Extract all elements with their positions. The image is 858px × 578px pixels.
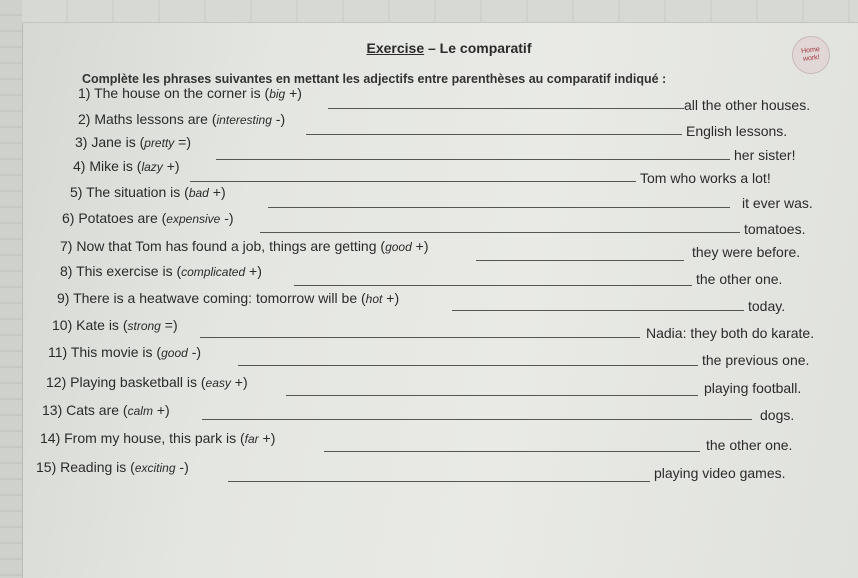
exercise-sign: - — [275, 111, 281, 127]
exercise-hint: easy — [205, 376, 231, 390]
exercise-number: 5) — [70, 184, 83, 200]
exercise-sign: + — [234, 374, 243, 390]
exercise-sign: = — [164, 317, 173, 333]
instruction-text: Complète les phrases suivantes en mettant les adjectifs entre parenthèses au comparatif indiqué : — [82, 72, 667, 86]
exercise-hint: pretty — [144, 136, 175, 150]
answer-blank[interactable] — [268, 207, 730, 208]
answer-blank[interactable] — [294, 285, 692, 286]
exercise-number: 2) — [78, 111, 91, 127]
exercise-end: today. — [748, 298, 786, 314]
exercise-hint: far — [244, 432, 259, 446]
exercise-sign: + — [166, 158, 175, 174]
exercise-sign: + — [249, 263, 258, 279]
exercise-item — [42, 263, 832, 293]
exercise-hint: lazy — [141, 160, 163, 174]
exercise-hint: exciting — [134, 461, 176, 475]
exercise-sign: + — [415, 238, 424, 254]
page-title — [0, 40, 858, 56]
exercise-end: playing video games. — [654, 465, 786, 481]
notebook-margin — [0, 0, 23, 578]
exercise-number: 3) — [75, 134, 88, 150]
exercise-end: the previous one. — [702, 352, 810, 368]
exercise-start: Jane is — [91, 134, 136, 150]
exercise-prompt: 9) There is a heatwave coming: tomorrow will be (hot +) — [57, 290, 400, 306]
exercise-prompt: 7) Now that Tom has found a job, things are getting (good +) — [60, 238, 429, 254]
exercise-number: 15) — [36, 459, 57, 475]
exercise-end: tomatoes. — [744, 221, 806, 237]
exercise-prompt: 3) Jane is (pretty =) — [75, 134, 192, 150]
exercise-start: Mike is — [89, 158, 133, 174]
exercise-end: playing football. — [704, 380, 802, 396]
exercise-number: 10) — [52, 317, 73, 333]
exercise-hint: good — [385, 240, 412, 254]
exercise-number: 4) — [73, 158, 86, 174]
exercise-sign: - — [179, 459, 185, 475]
exercise-end: they were before. — [692, 244, 801, 260]
exercise-number: 8) — [60, 263, 73, 279]
exercise-prompt: 8) This exercise is (complicated +) — [60, 263, 262, 279]
answer-blank[interactable] — [190, 181, 636, 182]
exercise-sign: + — [262, 430, 271, 446]
exercise-hint: calm — [127, 404, 153, 418]
exercise-start: This movie is — [70, 344, 153, 360]
exercise-hint: expensive — [166, 212, 221, 226]
exercise-start: There is a heatwave coming: tomorrow will be — [73, 290, 358, 306]
exercise-item — [36, 459, 832, 489]
exercise-start: This exercise is — [76, 263, 173, 279]
exercise-hint: hot — [365, 292, 383, 306]
exercise-hint: interesting — [216, 113, 272, 127]
exercise-hint: big — [269, 87, 286, 101]
exercise-sign: + — [386, 290, 395, 306]
exercise-prompt: 2) Maths lessons are (interesting -) — [78, 111, 286, 127]
exercise-end: the other one. — [696, 271, 783, 287]
exercise-number: 1) — [78, 85, 91, 101]
exercise-start: Reading is — [60, 459, 127, 475]
exercise-hint: good — [161, 346, 188, 360]
stamp-text: Home work! — [800, 46, 821, 63]
exercise-item — [42, 317, 832, 347]
exercise-number: 9) — [57, 290, 70, 306]
exercise-prompt: 10) Kate is (strong =) — [52, 317, 178, 333]
exercise-hint: strong — [127, 319, 161, 333]
top-ruler-band — [22, 0, 858, 23]
exercise-sign: = — [178, 134, 187, 150]
exercise-start: The situation is — [86, 184, 181, 200]
answer-blank[interactable] — [260, 232, 740, 233]
answer-blank[interactable] — [200, 337, 640, 338]
exercise-hint: complicated — [181, 265, 246, 279]
exercise-start: Cats are — [66, 402, 120, 418]
exercise-sign: - — [191, 344, 197, 360]
title-word: Exercise — [366, 40, 425, 56]
exercise-number: 7) — [60, 238, 73, 254]
exercise-item — [42, 344, 832, 374]
exercise-end: all the other houses. — [684, 97, 811, 113]
exercise-prompt: 5) The situation is (bad +) — [70, 184, 226, 200]
exercise-number: 13) — [42, 402, 63, 418]
answer-blank[interactable] — [286, 395, 698, 396]
title-rest: – Le comparatif — [428, 40, 532, 56]
exercise-start: Potatoes are — [78, 210, 158, 226]
exercise-item — [42, 402, 832, 432]
exercise-end: Nadia: they both do karate. — [646, 325, 815, 341]
exercise-item — [42, 430, 832, 460]
exercise-end: it ever was. — [742, 195, 813, 211]
exercise-number: 6) — [62, 210, 75, 226]
answer-blank[interactable] — [228, 481, 650, 482]
answer-blank[interactable] — [476, 260, 684, 261]
exercise-item — [42, 290, 832, 320]
answer-blank[interactable] — [324, 451, 700, 452]
exercise-end: English lessons. — [686, 123, 788, 139]
answer-blank[interactable] — [238, 365, 698, 366]
exercise-sign: + — [156, 402, 166, 418]
exercise-sign: + — [212, 184, 221, 200]
exercise-number: 14) — [40, 430, 61, 446]
exercise-prompt: 15) Reading is (exciting -) — [36, 459, 189, 475]
exercise-number: 12) — [46, 374, 67, 390]
exercise-sign: + — [289, 85, 298, 101]
exercise-item — [42, 210, 832, 240]
exercise-hint: bad — [188, 186, 209, 200]
exercise-end: the other one. — [706, 437, 793, 453]
exercise-start: Playing basketball is — [70, 374, 197, 390]
exercise-sign: - — [224, 210, 229, 226]
exercise-prompt: 1) The house on the corner is (big +) — [78, 85, 302, 101]
answer-blank[interactable] — [202, 419, 752, 420]
exercise-item — [42, 374, 832, 404]
exercise-start: Now that Tom has found a job, things are getting — [76, 238, 377, 254]
answer-blank[interactable] — [328, 108, 684, 109]
exercise-end: dogs. — [760, 407, 795, 423]
exercise-start: Maths lessons are — [94, 111, 208, 127]
exercise-start: Kate is — [76, 317, 119, 333]
exercise-prompt: 6) Potatoes are (expensive -) — [62, 210, 234, 226]
exercise-prompt: 4) Mike is (lazy +) — [73, 158, 180, 174]
exercise-start: From my house, this park is — [64, 430, 237, 446]
answer-blank[interactable] — [452, 310, 744, 311]
exercise-end: her sister! — [734, 147, 796, 163]
exercise-prompt: 14) From my house, this park is (far +) — [40, 430, 276, 446]
exercise-start: The house on the corner is — [94, 85, 261, 101]
exercise-prompt: 11) This movie is (good -) — [48, 344, 202, 360]
exercise-number: 11) — [48, 344, 68, 360]
exercise-end: Tom who works a lot! — [640, 170, 771, 186]
exercise-prompt: 13) Cats are (calm +) — [42, 402, 170, 418]
exercise-prompt: 12) Playing basketball is (easy +) — [46, 374, 248, 390]
